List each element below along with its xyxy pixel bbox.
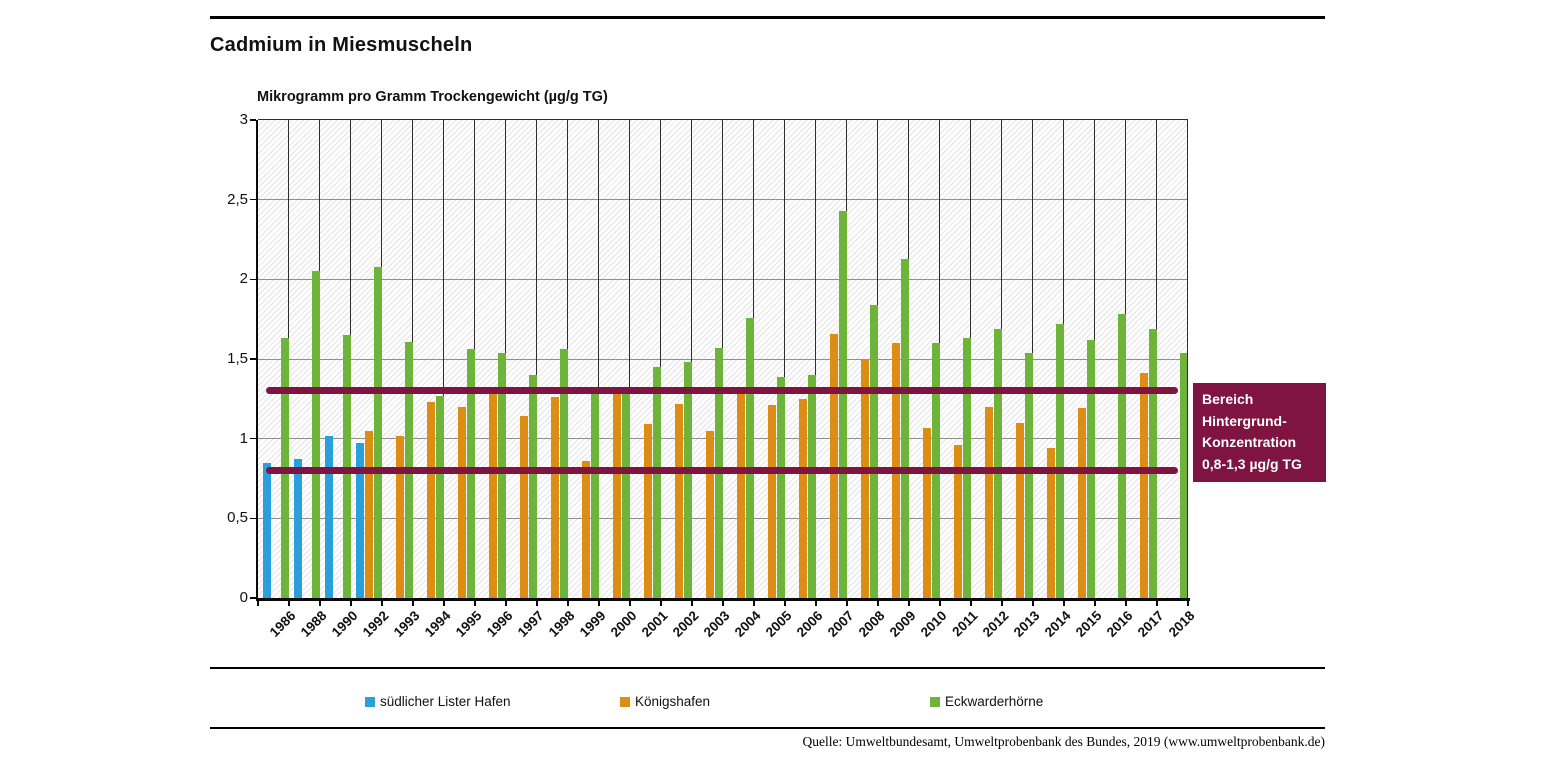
year-group (785, 120, 816, 598)
bar (312, 271, 320, 598)
year-group (909, 120, 940, 598)
y-tick-label: 3 (239, 111, 248, 128)
x-axis-tick (288, 601, 290, 606)
bar (985, 407, 993, 598)
x-axis-tick (443, 601, 445, 606)
legend-label: Eckwarderhörne (945, 694, 1044, 709)
background-concentration-annotation (1193, 383, 1326, 482)
bar (365, 431, 373, 598)
bar (427, 402, 435, 598)
x-tick-label: 2006 (793, 608, 826, 640)
year-group (878, 120, 909, 598)
annotation-line: Hintergrund- (1202, 412, 1287, 429)
y-axis-line (256, 120, 258, 598)
y-axis-tick (250, 358, 256, 360)
year-group (1002, 120, 1033, 598)
year-group (599, 120, 630, 598)
year-group (413, 120, 444, 598)
bar (1056, 324, 1064, 598)
source-line: Quelle: Umweltbundesamt, Umweltprobenbank des Bundes, 2019 (www.umweltprobenbank.de) (802, 734, 1325, 749)
y-axis-tick (250, 199, 256, 201)
x-tick-label: 2003 (700, 608, 733, 640)
y-tick-label: 0 (239, 589, 248, 606)
x-axis-tick (846, 601, 848, 606)
year-group (1157, 120, 1188, 598)
x-tick-label: 1999 (576, 608, 609, 640)
x-tick-label: 2010 (917, 608, 950, 640)
annotation-line: Konzentration (1202, 434, 1297, 450)
x-axis-tick (970, 601, 972, 606)
bar (684, 362, 692, 598)
bar (591, 394, 599, 598)
x-axis-tick (536, 601, 538, 606)
y-axis-tick (250, 518, 256, 520)
x-tick-label: 1993 (390, 608, 423, 640)
plot-border-top (258, 119, 1188, 120)
x-tick-label: 2012 (979, 608, 1012, 640)
y-axis-tick (250, 438, 256, 440)
legend-bottom-rule (210, 727, 1325, 729)
x-axis-tick (1156, 601, 1158, 606)
year-group (382, 120, 413, 598)
x-tick-label: 1988 (297, 608, 330, 640)
bar (374, 267, 382, 598)
x-axis-tick (784, 601, 786, 606)
bar (746, 318, 754, 598)
reference-line (266, 467, 1178, 474)
x-tick-label: 1998 (545, 608, 578, 640)
bar (830, 334, 838, 599)
bar (263, 463, 271, 598)
x-axis-tick (660, 601, 662, 606)
x-tick-label: 2013 (1010, 608, 1043, 640)
bar (861, 359, 869, 598)
bar (799, 399, 807, 598)
y-tick-label: 0,5 (227, 509, 248, 527)
x-axis-tick (474, 601, 476, 606)
bar (325, 436, 333, 599)
x-tick-label: 2002 (669, 608, 702, 640)
x-tick-label: 2005 (762, 608, 795, 640)
page-title: Cadmium in Miesmuscheln (210, 34, 473, 56)
x-tick-label: 2016 (1103, 608, 1136, 640)
x-axis-tick (381, 601, 383, 606)
x-axis-tick (1187, 601, 1189, 606)
x-tick-label: 2001 (638, 608, 671, 640)
bar (644, 424, 652, 598)
x-axis-tick (815, 601, 817, 606)
x-tick-label: 2011 (949, 608, 981, 640)
x-tick-label: 1995 (452, 608, 485, 640)
x-tick-label: 1990 (328, 608, 361, 640)
bar (551, 397, 559, 598)
x-tick-label: 2008 (855, 608, 888, 640)
bar (520, 416, 528, 598)
x-tick-label: 2004 (731, 608, 764, 640)
year-group (537, 120, 568, 598)
x-axis-tick (1001, 601, 1003, 606)
x-tick-label: 2000 (607, 608, 640, 640)
bar-chart-plot-area (258, 120, 1188, 598)
bar (737, 388, 745, 598)
year-group (723, 120, 754, 598)
legend-label: südlicher Lister Hafen (380, 694, 511, 709)
x-tick-label: 2007 (824, 608, 857, 640)
top-rule (210, 16, 1325, 19)
x-axis-tick (505, 601, 507, 606)
x-axis-tick (412, 601, 414, 606)
x-tick-label: 2015 (1072, 608, 1105, 640)
x-axis-tick (1125, 601, 1127, 606)
bar (653, 367, 661, 598)
bar (1149, 329, 1157, 598)
bar (1118, 314, 1126, 598)
bar (870, 305, 878, 598)
x-axis-tick (1063, 601, 1065, 606)
bar (923, 428, 931, 599)
year-group (754, 120, 785, 598)
bar (1140, 373, 1148, 598)
year-group (351, 120, 382, 598)
x-tick-label: 2017 (1134, 608, 1167, 640)
legend-swatch (365, 697, 375, 707)
annotation-line: Bereich (1202, 391, 1254, 407)
legend-swatch (930, 697, 940, 707)
legend-swatch (620, 697, 630, 707)
bar (613, 394, 621, 598)
legend-top-rule (210, 667, 1325, 669)
bar (994, 329, 1002, 598)
y-tick-label: 2,5 (227, 190, 248, 208)
year-group (1033, 120, 1064, 598)
y-tick-label: 2 (239, 270, 248, 288)
bar (582, 461, 590, 598)
x-axis-tick (350, 601, 352, 606)
x-axis-tick (691, 601, 693, 606)
x-axis-tick (319, 601, 321, 606)
x-tick-label: 1992 (359, 608, 392, 640)
legend-label: Königshafen (635, 694, 711, 709)
x-tick-label: 1994 (421, 608, 454, 640)
x-axis-tick (1032, 601, 1034, 606)
x-tick-label: 1986 (266, 608, 299, 640)
year-group (661, 120, 692, 598)
bar (489, 393, 497, 599)
bar (529, 375, 537, 598)
x-tick-label: 1997 (514, 608, 547, 640)
year-group (971, 120, 1002, 598)
year-group (506, 120, 537, 598)
bar (1078, 408, 1086, 598)
annotation-line: 0,8-1,3 µg/g TG (1202, 455, 1302, 472)
x-axis-tick (908, 601, 910, 606)
bar (622, 393, 630, 599)
x-tick-label: 2018 (1165, 608, 1198, 640)
year-group (630, 120, 661, 598)
bar (777, 377, 785, 599)
year-group (444, 120, 475, 598)
y-axis-tick (250, 597, 256, 599)
x-axis-tick (598, 601, 600, 606)
bar (436, 396, 444, 598)
y-tick-label: 1 (239, 429, 248, 447)
x-axis-tick (877, 601, 879, 606)
year-group (1126, 120, 1157, 598)
bar (458, 407, 466, 598)
year-group (692, 120, 723, 598)
bar (768, 405, 776, 598)
reference-line (266, 387, 1178, 394)
x-tick-label: 1996 (483, 608, 516, 640)
plot-border-right (1187, 120, 1189, 598)
x-axis-tick (257, 601, 259, 606)
year-group (1095, 120, 1126, 598)
bar (294, 459, 302, 598)
x-axis-tick (722, 601, 724, 606)
x-axis-tick (939, 601, 941, 606)
y-axis-tick (250, 119, 256, 121)
year-group (847, 120, 878, 598)
x-axis-tick (1094, 601, 1096, 606)
bar (901, 259, 909, 598)
year-group (940, 120, 971, 598)
year-group (475, 120, 506, 598)
year-group (1064, 120, 1095, 598)
bar (808, 375, 816, 598)
year-group (816, 120, 847, 598)
bar (1016, 423, 1024, 598)
year-group (289, 120, 320, 598)
y-tick-label: 1,5 (227, 350, 248, 367)
y-axis-tick (250, 279, 256, 281)
x-axis-tick (629, 601, 631, 606)
x-axis-tick (753, 601, 755, 606)
bar (839, 211, 847, 598)
y-axis-title: Mikrogramm pro Gramm Trockengewicht (µg/g TG) (257, 89, 608, 105)
bar (675, 404, 683, 598)
x-tick-label: 2014 (1041, 608, 1074, 640)
x-axis-tick (567, 601, 569, 606)
bar (706, 431, 714, 598)
year-group (258, 120, 289, 598)
x-tick-label: 2009 (886, 608, 919, 640)
bar (396, 436, 404, 599)
year-group (320, 120, 351, 598)
year-group (568, 120, 599, 598)
